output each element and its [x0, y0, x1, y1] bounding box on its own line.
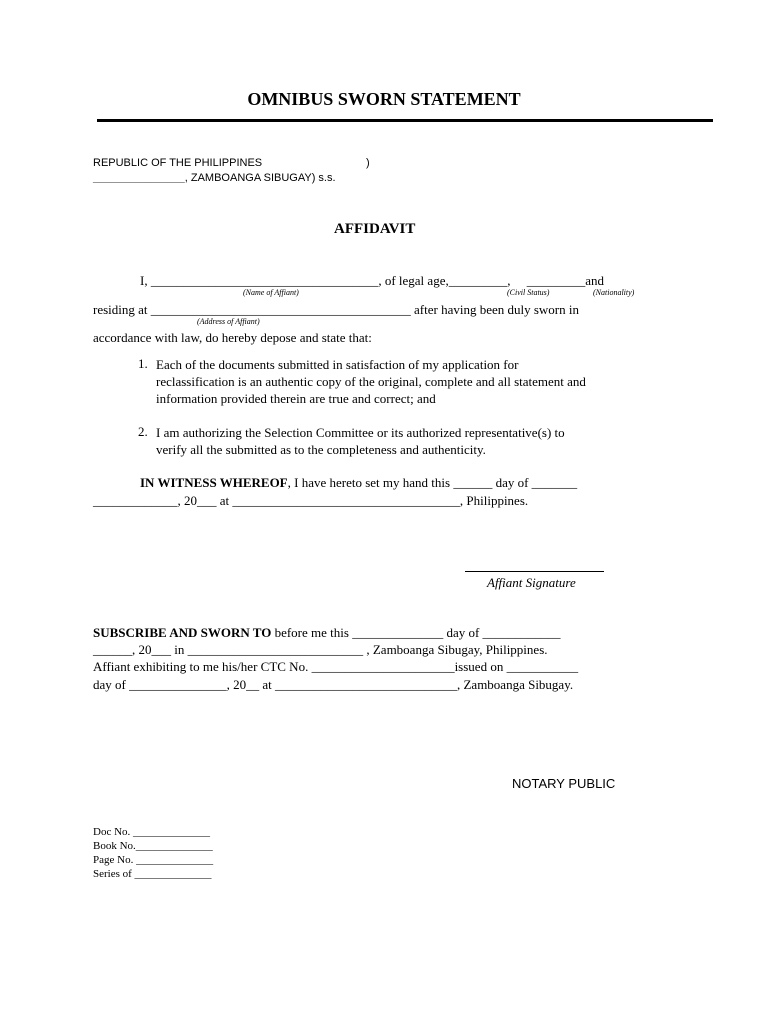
- witness-line-2: _____________, 20___ at ___________________________________, Philippines.: [93, 493, 529, 508]
- subscribe-rest: before me this ______________ day of ____________: [271, 625, 561, 640]
- venue-paren: ): [366, 157, 370, 169]
- record-row-page: [93, 854, 213, 867]
- venue-line-2: [93, 172, 336, 185]
- record-blank: ______________: [133, 826, 211, 838]
- signature-line: [465, 571, 604, 572]
- list-item-text: I am authorizing the Selection Committee or its authorized representative(s) to verify all the submitted as to the completeness and authenticity.: [156, 425, 565, 457]
- record-blank: ______________: [136, 854, 214, 866]
- record-row-doc: [93, 826, 210, 839]
- record-label: Page No.: [93, 854, 137, 866]
- label-civil-status: (Civil Status): [507, 288, 550, 297]
- label-name-of-affiant: (Name of Affiant): [243, 288, 299, 297]
- subscribe-bold: SUBSCRIBE AND SWORN TO: [93, 625, 272, 640]
- affiant-signature-label: Affiant Signature: [487, 575, 576, 590]
- intro-line-1: I, ___________________________________, of legal age,_________, _________and: [140, 273, 604, 288]
- label-address-of-affiant: (Address of Affiant): [197, 317, 260, 326]
- venue-line-1: REPUBLIC OF THE PHILIPPINES: [93, 157, 263, 169]
- intro-line-2: residing at ________________________________________ after having been duly sworn in: [93, 302, 579, 317]
- record-row-book: [93, 840, 213, 853]
- record-blank: ______________: [135, 840, 213, 852]
- record-label: Book No.: [93, 840, 136, 852]
- label-nationality: (Nationality): [593, 288, 635, 297]
- subscribe-line-2: ______, 20___ in ___________________________ , Zamboanga Sibugay, Philippines.: [93, 642, 548, 657]
- list-item-number: 1.: [138, 356, 148, 371]
- witness-line-1: [140, 475, 577, 491]
- record-label: Series of: [93, 868, 135, 880]
- list-item: [138, 356, 586, 407]
- document-title: OMNIBUS SWORN STATEMENT: [247, 89, 521, 109]
- list-item: [138, 424, 565, 458]
- venue-text: , ZAMBOANGA SIBUGAY) s.s.: [184, 172, 336, 184]
- subscribe-line-3: Affiant exhibiting to me his/her CTC No. ______________________issued on ___________: [93, 659, 579, 674]
- list-item-number: 2.: [138, 424, 148, 439]
- venue-blank: _______________: [93, 172, 185, 184]
- record-blank: ______________: [134, 868, 212, 880]
- record-row-series: [93, 868, 212, 881]
- subscribe-line-4: day of _______________, 20__ at ____________________________, Zamboanga Sibugay.: [93, 677, 574, 692]
- list-item-text: Each of the documents submitted in satisfaction of my application for reclassification is an authentic copy of the original, complete and all statement and information provided therein are true and correct; and: [156, 357, 586, 406]
- record-label: Doc No.: [93, 826, 134, 838]
- intro-line-3: accordance with law, do hereby depose and state that:: [93, 330, 372, 345]
- witness-bold: IN WITNESS WHEREOF: [140, 475, 288, 490]
- title-rule: [97, 119, 713, 122]
- witness-rest: , I have hereto set my hand this ______ day of _______: [287, 475, 578, 490]
- notary-public-label: NOTARY PUBLIC: [512, 776, 616, 791]
- subscribe-line-1: [93, 625, 561, 641]
- affidavit-heading: AFFIDAVIT: [334, 221, 416, 237]
